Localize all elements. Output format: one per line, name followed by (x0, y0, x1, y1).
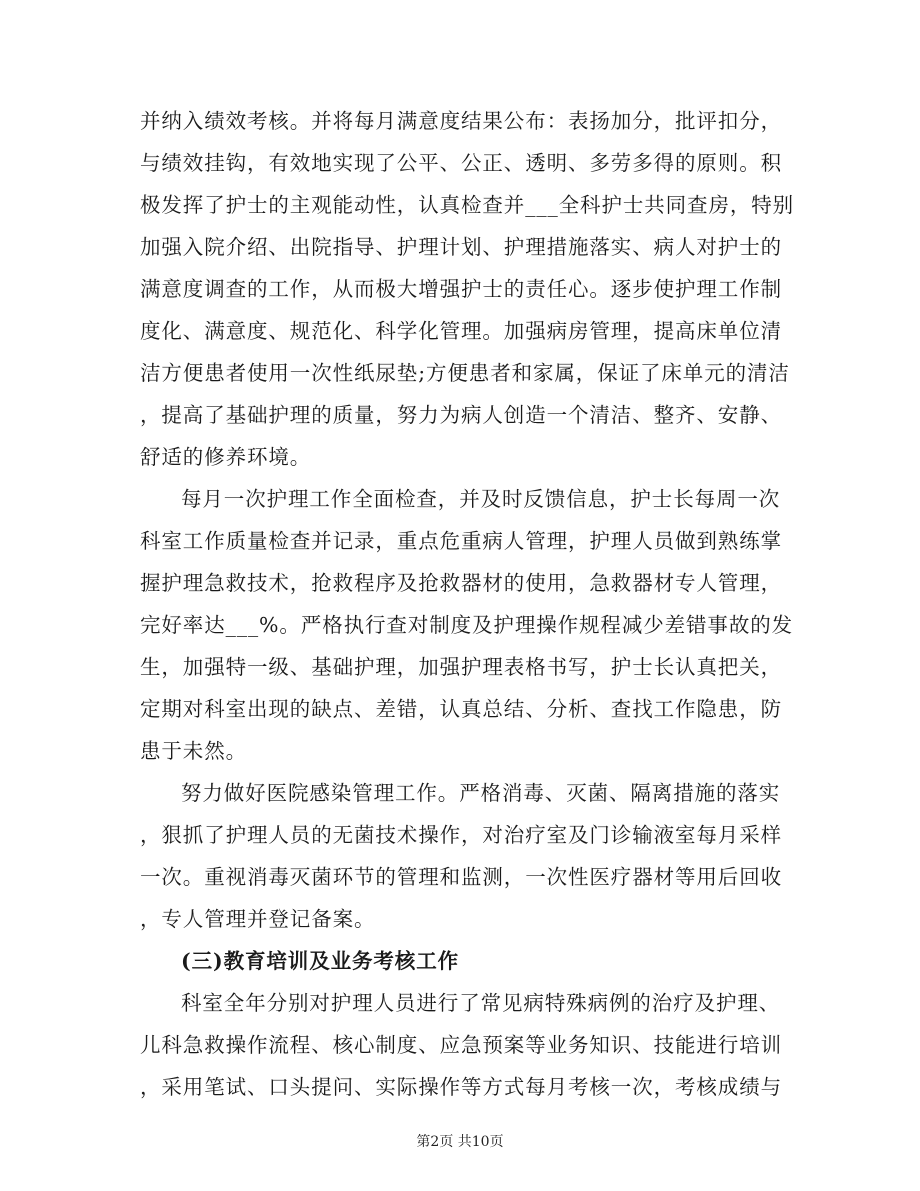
text-line: 洁方便患者使用一次性纸尿垫;方便患者和家属，保证了床单元的清洁 (140, 361, 790, 385)
text-line: ，采用笔试、口头提问、实际操作等方式每月考核一次，考核成绩与 (140, 1075, 782, 1099)
text-line: 科室全年分别对护理人员进行了常见病特殊病例的治疗及护理、 (181, 991, 781, 1015)
text-line: ，提高了基础护理的质量，努力为病人创造一个清洁、整齐、安静、 (140, 403, 782, 427)
text-line: 生，加强特一级、基础护理，加强护理表格书写，护士长认真把关， (140, 655, 782, 679)
text-line: 与绩效挂钩，有效地实现了公平、公正、透明、多劳多得的原则。积 (140, 151, 782, 175)
text-line: 每月一次护理工作全面检查，并及时反馈信息，护士长每周一次 (181, 487, 781, 511)
text-line: 科室工作质量检查并记录，重点危重病人管理，护理人员做到熟练掌 (140, 529, 782, 553)
text-line: 儿科急救操作流程、核心制度、应急预案等业务知识、技能进行培训 (140, 1033, 782, 1057)
text-line: ，狠抓了护理人员的无菌技术操作，对治疗室及门诊输液室每月采样 (140, 823, 782, 847)
text-line: 并纳入绩效考核。并将每月满意度结果公布：表扬加分，批评扣分， (140, 109, 782, 133)
text-line: 极发挥了护士的主观能动性，认真检查并___全科护士共同查房，特别 (140, 193, 795, 217)
text-line: 努力做好医院感染管理工作。严格消毒、灭菌、隔离措施的落实 (181, 781, 781, 805)
text-line: 满意度调查的工作，从而极大增强护士的责任心。逐步使护理工作制 (140, 277, 782, 301)
text-line: 患于未然。 (140, 739, 247, 763)
text-line: 定期对科室出现的缺点、差错，认真总结、分析、查找工作隐患，防 (140, 697, 782, 721)
text-line: 舒适的修养环境。 (140, 445, 312, 469)
text-line: 完好率达___%。严格执行查对制度及护理操作规程减少差错事故的发 (140, 613, 794, 637)
text-line: 度化、满意度、规范化、科学化管理。加强病房管理，提高床单位清 (140, 319, 782, 343)
section-heading: (三)教育培训及业务考核工作 (181, 949, 459, 973)
text-line: 一次。重视消毒灭菌环节的管理和监测，一次性医疗器材等用后回收 (140, 865, 782, 889)
text-line: ，专人管理并登记备案。 (140, 907, 376, 931)
text-line: 加强入院介绍、出院指导、护理计划、护理措施落实、病人对护士的 (140, 235, 782, 259)
text-line: 握护理急救技术，抢救程序及抢救器材的使用，急救器材专人管理， (140, 571, 782, 595)
page-number-footer: 第2页 共10页 (416, 1134, 504, 1150)
